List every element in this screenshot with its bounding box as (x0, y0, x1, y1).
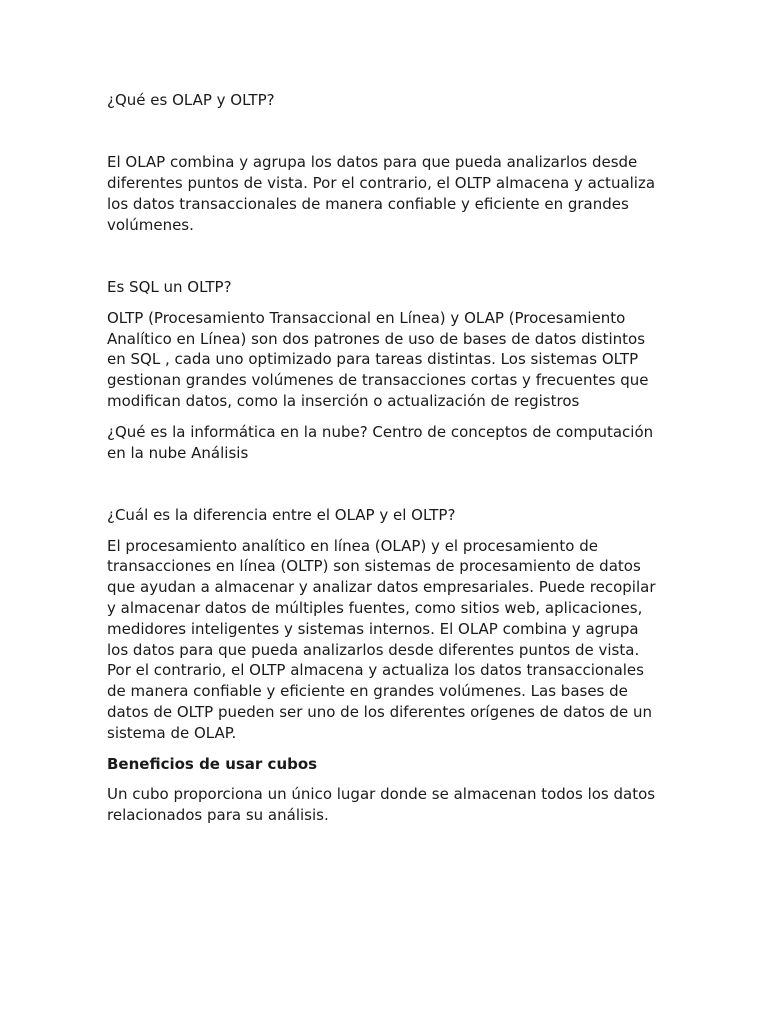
section-heading-cubes: Beneficios de usar cubos (107, 754, 318, 773)
cubes-paragraph: Un cubo proporciona un único lugar donde se almacenan todos los datos relacionados para su análisis. (107, 785, 656, 825)
question-olap-oltp: ¿Qué es OLAP y OLTP? (107, 91, 275, 109)
answer-difference: El procesamiento analítico en línea (OLAP) y el procesamiento de transacciones en línea (OLTP) son sistemas de procesamiento de datos que ayudan a almacenar y analizar datos empresariales. Puede recopilar y almacenar datos de múltiples fuentes, como sitios web, aplicaciones, medidores inteligentes y sistemas internos. El OLAP combina y agrupa los datos para que pueda analizarlos desde diferentes puntos de vista. Por el contrario, el OLTP almacena y actualiza los datos transaccionales de manera confiable y eficiente en grandes volúmenes. Las bases de datos de OLTP pueden ser uno de los diferentes orígenes de datos de un sistema de OLAP. (107, 536, 656, 742)
answer-sql-oltp: OLTP (Procesamiento Transaccional en Línea) y OLAP (Procesamiento Analítico en Línea) son dos patrones de uso de bases de datos distintos en SQL , cada uno optimizado para tareas distintas. Los sistemas OLTP gestionan grandes volúmenes de transacciones cortas y frecuentes que modifican datos, como la inserción o actualización de registros (107, 308, 649, 410)
cloud-computing-paragraph: ¿Qué es la informática en la nube? Centro de conceptos de computación en la nube Análisis (107, 422, 654, 462)
document-page (107, 90, 667, 826)
question-sql-oltp: Es SQL un OLTP? (107, 277, 232, 296)
question-difference: ¿Cuál es la diferencia entre el OLAP y el OLTP? (107, 505, 456, 524)
answer-olap-oltp: El OLAP combina y agrupa los datos para que pueda analizarlos desde diferentes puntos de vista. Por el contrario, el OLTP almacena y actualiza los datos transaccionales de manera confiable y eficiente en grandes volúmenes. (107, 153, 656, 234)
